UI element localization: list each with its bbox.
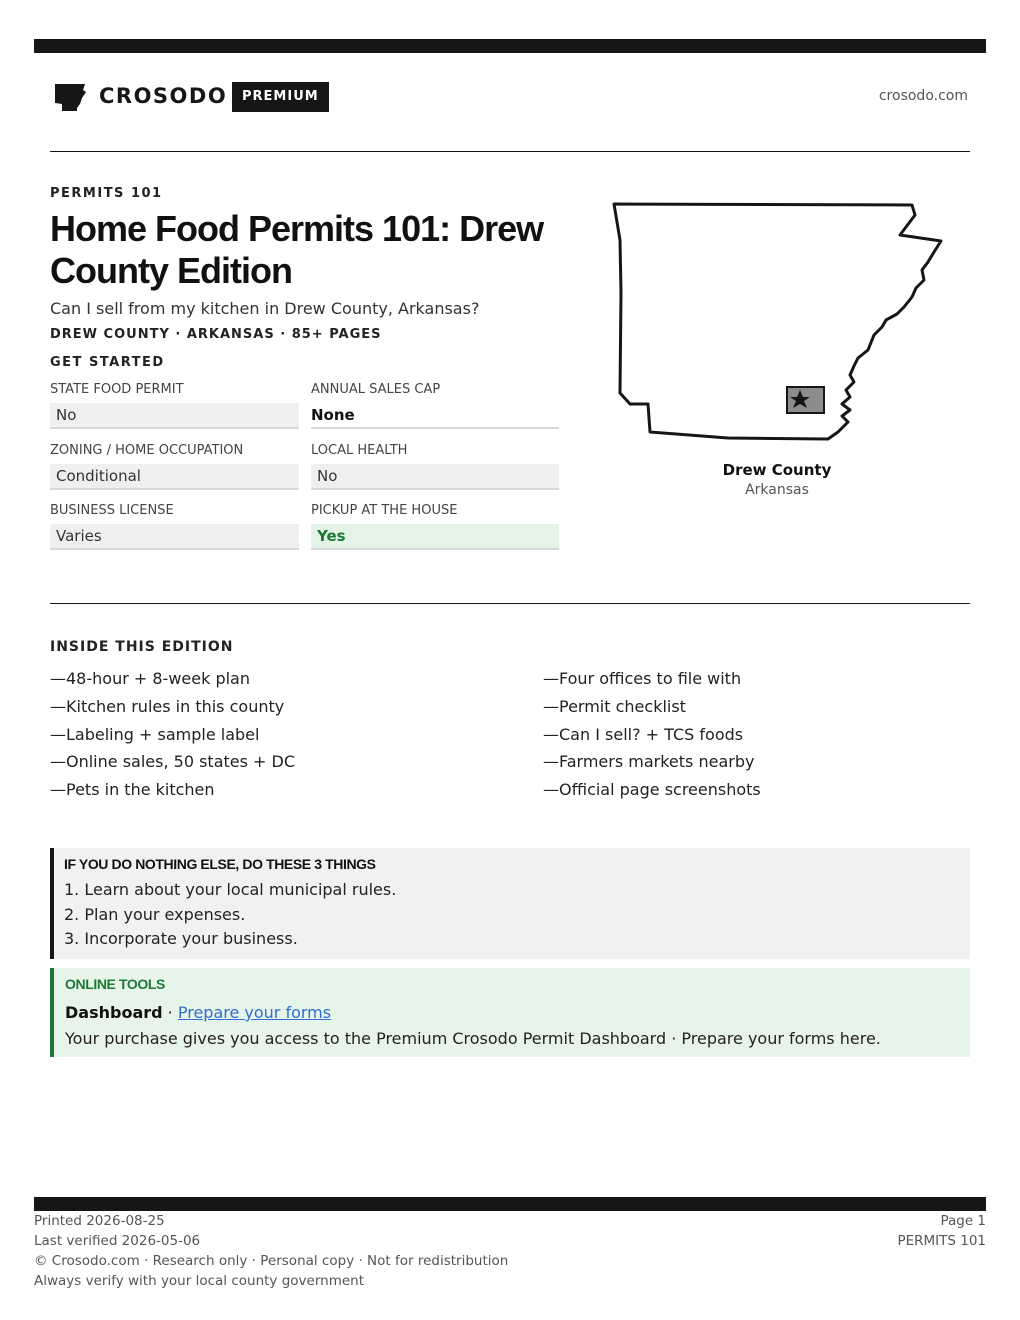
dashboard-row (65, 1000, 970, 1026)
premium-badge: PREMIUM (232, 82, 329, 112)
page-title: Home Food Permits 101: Drew County Edition (50, 208, 544, 291)
prepare-forms-link[interactable]: Prepare your forms (177, 1003, 332, 1022)
must-do-item: 1. Learn about your local municipal rules. (64, 880, 397, 899)
fact-value: Yes (311, 524, 559, 550)
must-do-item: 3. Incorporate your business. (64, 929, 298, 948)
fact-value: Varies (50, 524, 299, 550)
online-tools-heading: ONLINE TOOLS (65, 976, 165, 992)
map-state-label: Arkansas (745, 482, 809, 498)
fact-pickup-at-house (311, 503, 559, 550)
site-url[interactable]: crosodo.com (878, 88, 968, 104)
fact-value: Conditional (50, 464, 299, 490)
list-item: —Online sales, 50 states + DC (50, 752, 296, 772)
must-do-item: 2. Plan your expenses. (64, 904, 246, 924)
must-do-list (64, 878, 970, 952)
footer-left (34, 1211, 508, 1291)
fact-value: No (311, 464, 559, 490)
state-outline (614, 204, 941, 439)
section-divider (50, 603, 970, 604)
contents-list-right (543, 665, 963, 804)
printed-date: Printed 2026-08-25 (34, 1213, 165, 1229)
map-county-label: Drew County (722, 461, 832, 479)
disclaimer: Always verify with your local county government (34, 1273, 364, 1289)
arkansas-state-map (610, 200, 946, 445)
verified-date: Last verified 2026-05-06 (34, 1233, 201, 1249)
footer-right (897, 1211, 986, 1251)
list-item: —Pets in the kitchen (50, 780, 215, 800)
fact-label: PICKUP AT THE HOUSE (311, 503, 458, 518)
list-item: —Permit checklist (543, 696, 686, 716)
fact-label: ANNUAL SALES CAP (311, 382, 441, 397)
list-item: —Kitchen rules in this county (50, 696, 285, 716)
copyright: © Crosodo.com · Research only · Personal copy · Not for redistribution (34, 1253, 509, 1269)
online-tools-callout (50, 968, 970, 1057)
page-subtitle: Can I sell from my kitchen in Drew County, Arkansas? (50, 299, 480, 318)
online-tools-description: Your purchase gives you access to the Premium Crosodo Permit Dashboard · Prepare your forms here. (65, 1029, 881, 1048)
arkansas-state-silhouette-icon (53, 82, 87, 112)
header-divider (50, 151, 970, 152)
fact-label: BUSINESS LICENSE (50, 503, 174, 518)
must-do-heading: IF YOU DO NOTHING ELSE, DO THESE 3 THINGS (64, 856, 376, 872)
dashboard-label: Dashboard (65, 1003, 163, 1022)
section-eyebrow: PERMITS 101 (50, 186, 163, 201)
bottom-bar (34, 1197, 986, 1211)
fact-label: LOCAL HEALTH (311, 443, 408, 458)
separator: · (162, 1003, 178, 1022)
fact-zoning-home-occupation (50, 443, 299, 490)
fact-label: ZONING / HOME OCCUPATION (50, 443, 244, 458)
inside-edition-heading: INSIDE THIS EDITION (50, 639, 234, 655)
list-item: —48-hour + 8-week plan (50, 669, 250, 688)
get-started-heading: GET STARTED (50, 355, 165, 370)
fact-state-food-permit (50, 382, 299, 429)
fact-business-license (50, 503, 299, 550)
edition-meta: DREW COUNTY · ARKANSAS · 85+ PAGES (50, 327, 382, 342)
list-item: —Can I sell? + TCS foods (543, 724, 744, 744)
fact-annual-sales-cap (311, 382, 559, 429)
fact-value: No (50, 403, 299, 429)
contents-list-left (50, 665, 470, 804)
top-bar (34, 39, 986, 53)
fact-value: None (311, 403, 559, 429)
fact-label: STATE FOOD PERMIT (50, 382, 184, 397)
must-do-callout (50, 848, 970, 959)
list-item: —Labeling + sample label (50, 724, 260, 744)
page-number: Page 1 (940, 1213, 986, 1229)
brand-name[interactable]: CROSODO (99, 84, 228, 108)
list-item: —Four offices to file with (543, 669, 742, 688)
fact-local-health (311, 443, 559, 490)
list-item: —Official page screenshots (543, 780, 761, 800)
footer-section: PERMITS 101 (897, 1233, 986, 1249)
list-item: —Farmers markets nearby (543, 752, 755, 772)
